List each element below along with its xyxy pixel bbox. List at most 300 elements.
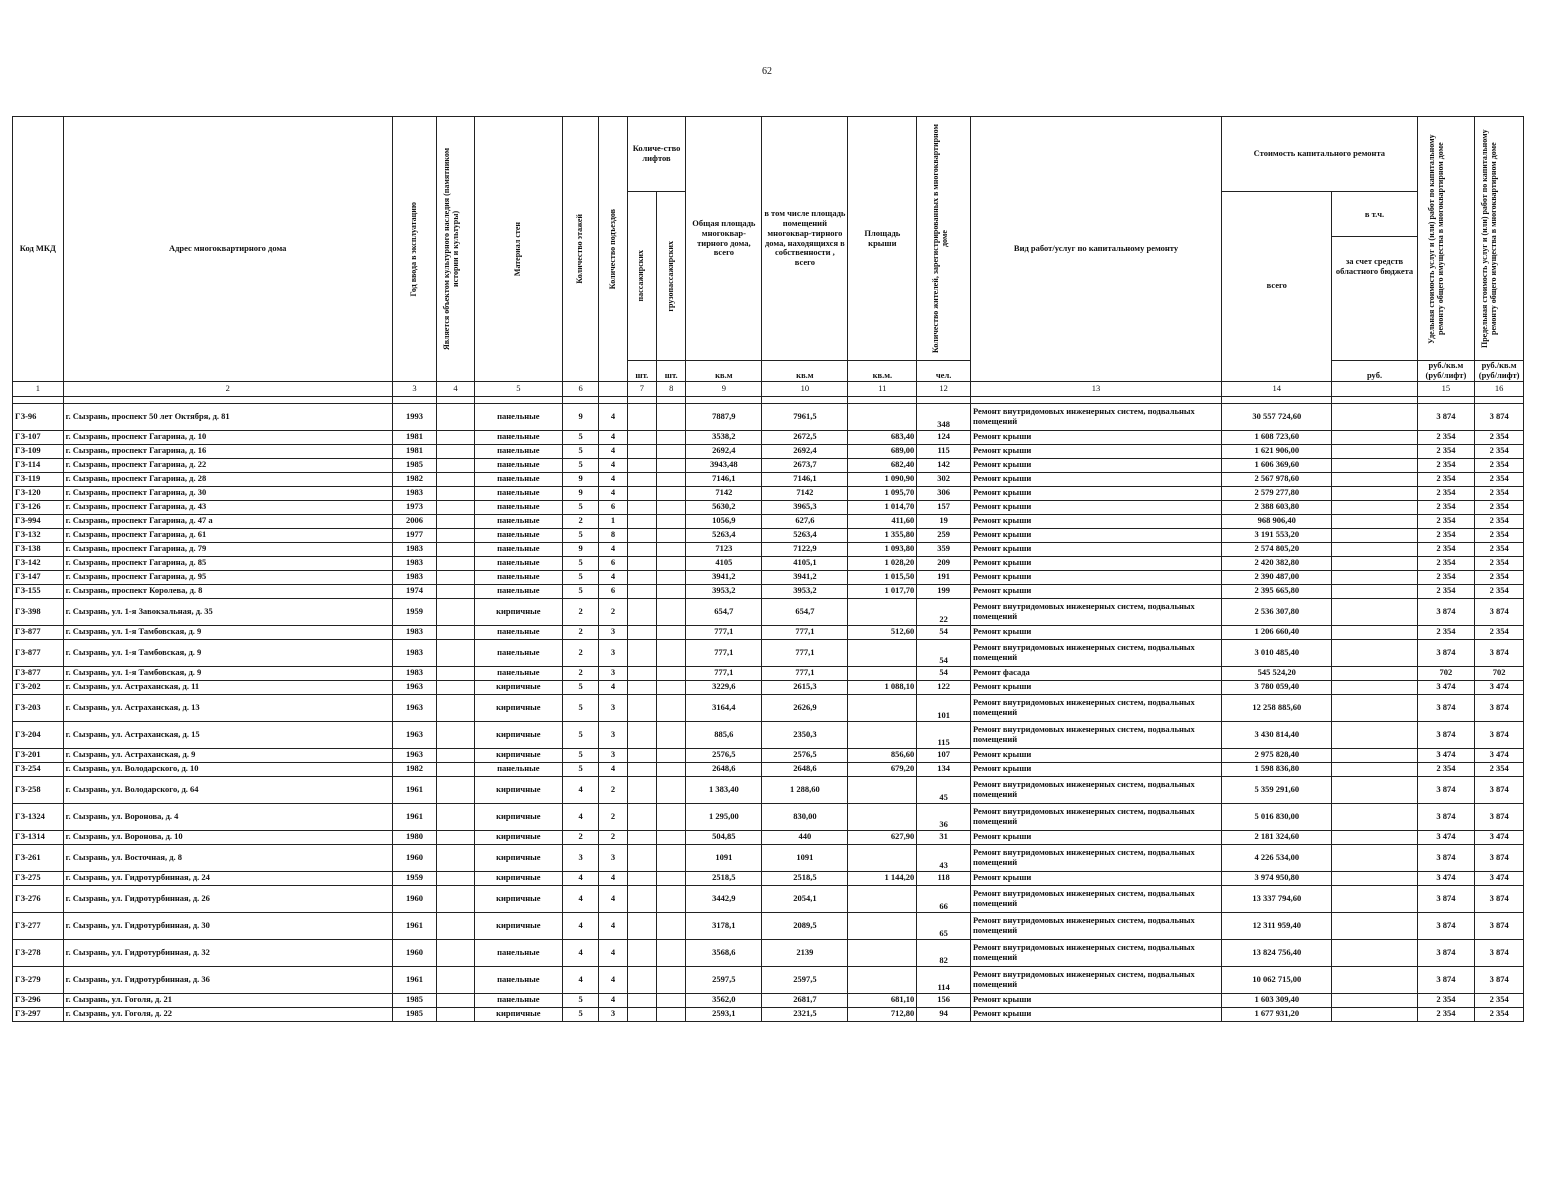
cell-year: 1960 — [392, 885, 437, 912]
cell-unit-cost: 3 874 — [1417, 721, 1475, 748]
cell-total-area: 885,6 — [686, 721, 762, 748]
cell-cost-budget — [1332, 694, 1417, 721]
cell-entrances: 4 — [599, 444, 627, 458]
cell-lifts-cargo — [657, 403, 686, 430]
cell-work: Ремонт крыши — [970, 680, 1221, 694]
cell-max-cost: 2 354 — [1475, 444, 1524, 458]
cell-roof-area — [848, 966, 917, 993]
cell-owned-area: 2673,7 — [762, 458, 848, 472]
cell-heritage — [437, 803, 474, 830]
cell-lifts-cargo — [657, 556, 686, 570]
cell-floors: 4 — [562, 776, 598, 803]
cell-lifts-cargo — [657, 885, 686, 912]
cell-max-cost: 3 874 — [1475, 803, 1524, 830]
cell-year: 1981 — [392, 444, 437, 458]
cell-address: г. Сызрань, ул. Астраханская, д. 15 — [63, 721, 392, 748]
header-incl: в т.ч. — [1332, 192, 1416, 237]
cell-cost-total: 5 016 830,00 — [1222, 803, 1332, 830]
cell-residents: 22 — [917, 598, 971, 625]
cell-lifts-cargo — [657, 472, 686, 486]
header-code: Код МКД — [13, 117, 64, 382]
cell-year: 1983 — [392, 639, 437, 666]
table-row — [13, 776, 1524, 803]
cell-owned-area: 654,7 — [762, 598, 848, 625]
cell-unit-cost: 2 354 — [1417, 444, 1475, 458]
cell-roof-area — [848, 639, 917, 666]
cell-cost-total: 2 536 307,80 — [1222, 598, 1332, 625]
cell-heritage — [437, 430, 474, 444]
cell-code: ГЗ-126 — [13, 500, 64, 514]
cell-total-area: 3538,2 — [686, 430, 762, 444]
cell-wall: кирпичные — [474, 830, 562, 844]
cell-entrances: 6 — [599, 556, 627, 570]
cell-address: г. Сызрань, ул. Володарского, д. 64 — [63, 776, 392, 803]
cell-cost-total: 13 337 794,60 — [1222, 885, 1332, 912]
cell-total-area: 7146,1 — [686, 472, 762, 486]
cell-wall: кирпичные — [474, 721, 562, 748]
cell-work: Ремонт внутридомовых инженерных систем, подвальных помещений — [970, 639, 1221, 666]
cell-entrances: 4 — [599, 871, 627, 885]
cell-cost-total: 1 206 660,40 — [1222, 625, 1332, 639]
table-row — [13, 556, 1524, 570]
cell-roof-area: 679,20 — [848, 762, 917, 776]
cell-entrances: 6 — [599, 584, 627, 598]
cell-heritage — [437, 694, 474, 721]
cell-max-cost: 2 354 — [1475, 486, 1524, 500]
cell-wall: кирпичные — [474, 694, 562, 721]
cell-floors: 5 — [562, 584, 598, 598]
cell-code: ГЗ-877 — [13, 639, 64, 666]
cell-lifts-cargo — [657, 830, 686, 844]
cell-residents: 31 — [917, 830, 971, 844]
cell-year: 1985 — [392, 458, 437, 472]
cell-heritage — [437, 444, 474, 458]
cell-heritage — [437, 500, 474, 514]
cell-lifts-cargo — [657, 514, 686, 528]
cell-wall: панельные — [474, 486, 562, 500]
column-number: 5 — [474, 381, 562, 396]
cell-max-cost: 3 874 — [1475, 966, 1524, 993]
cell-floors: 5 — [562, 500, 598, 514]
cell-max-cost: 3 874 — [1475, 598, 1524, 625]
cell-code: ГЗ-398 — [13, 598, 64, 625]
cell-work: Ремонт внутридомовых инженерных систем, подвальных помещений — [970, 694, 1221, 721]
cell-roof-area — [848, 912, 917, 939]
table-row — [13, 486, 1524, 500]
cell-total-area: 3562,0 — [686, 993, 762, 1007]
cell-cost-total: 1 677 931,20 — [1222, 1007, 1332, 1021]
repair-register-table — [12, 116, 1524, 1022]
cell-address: г. Сызрань, проспект Гагарина, д. 16 — [63, 444, 392, 458]
cell-code: ГЗ-261 — [13, 844, 64, 871]
cell-work: Ремонт внутридомовых инженерных систем, подвальных помещений — [970, 844, 1221, 871]
cell-roof-area: 627,90 — [848, 830, 917, 844]
cell-owned-area: 2350,3 — [762, 721, 848, 748]
cell-residents: 66 — [917, 885, 971, 912]
cell-address: г. Сызрань, проспект 50 лет Октября, д. 81 — [63, 403, 392, 430]
cell-entrances: 2 — [599, 803, 627, 830]
cell-cost-total: 10 062 715,00 — [1222, 966, 1332, 993]
table-row — [13, 598, 1524, 625]
cell-max-cost: 2 354 — [1475, 542, 1524, 556]
cell-max-cost: 3 874 — [1475, 403, 1524, 430]
cell-roof-area — [848, 694, 917, 721]
table-row — [13, 444, 1524, 458]
cell-code: ГЗ-279 — [13, 966, 64, 993]
cell-work: Ремонт крыши — [970, 762, 1221, 776]
cell-code: ГЗ-1324 — [13, 803, 64, 830]
spacer-row — [13, 396, 1524, 403]
cell-year: 1983 — [392, 625, 437, 639]
cell-lifts-pass — [627, 912, 656, 939]
cell-total-area: 504,85 — [686, 830, 762, 844]
header-wall: Материал стен — [474, 117, 562, 382]
cell-wall: панельные — [474, 514, 562, 528]
cell-heritage — [437, 776, 474, 803]
table-row — [13, 993, 1524, 1007]
cell-heritage — [437, 472, 474, 486]
cell-owned-area: 830,00 — [762, 803, 848, 830]
cell-heritage — [437, 570, 474, 584]
cell-code: ГЗ-142 — [13, 556, 64, 570]
cell-work: Ремонт крыши — [970, 871, 1221, 885]
cell-max-cost: 3 874 — [1475, 844, 1524, 871]
cell-roof-area: 1 028,20 — [848, 556, 917, 570]
column-number: 12 — [917, 381, 971, 396]
cell-total-area: 3941,2 — [686, 570, 762, 584]
cell-residents: 43 — [917, 844, 971, 871]
cell-lifts-pass — [627, 625, 656, 639]
cell-wall: кирпичные — [474, 776, 562, 803]
cell-code: ГЗ-296 — [13, 993, 64, 1007]
cell-work: Ремонт крыши — [970, 570, 1221, 584]
cell-address: г. Сызрань, проспект Гагарина, д. 28 — [63, 472, 392, 486]
cell-heritage — [437, 966, 474, 993]
cell-unit-cost: 2 354 — [1417, 542, 1475, 556]
cell-total-area: 3953,2 — [686, 584, 762, 598]
column-number: 13 — [970, 381, 1221, 396]
cell-year: 1959 — [392, 871, 437, 885]
cell-code: ГЗ-278 — [13, 939, 64, 966]
cell-max-cost: 702 — [1475, 666, 1524, 680]
cell-work: Ремонт крыши — [970, 1007, 1221, 1021]
cell-roof-area: 681,10 — [848, 993, 917, 1007]
cell-floors: 5 — [562, 1007, 598, 1021]
cell-floors: 4 — [562, 803, 598, 830]
cell-cost-total: 12 311 959,40 — [1222, 912, 1332, 939]
cell-work: Ремонт крыши — [970, 542, 1221, 556]
cell-work: Ремонт внутридомовых инженерных систем, подвальных помещений — [970, 885, 1221, 912]
cell-floors: 2 — [562, 639, 598, 666]
cell-code: ГЗ-877 — [13, 666, 64, 680]
cell-year: 1960 — [392, 939, 437, 966]
cell-heritage — [437, 721, 474, 748]
cell-lifts-pass — [627, 666, 656, 680]
cell-residents: 115 — [917, 444, 971, 458]
cell-cost-total: 1 606 369,60 — [1222, 458, 1332, 472]
cell-owned-area: 2648,6 — [762, 762, 848, 776]
cell-floors: 4 — [562, 939, 598, 966]
cell-entrances: 4 — [599, 680, 627, 694]
cell-max-cost: 3 474 — [1475, 680, 1524, 694]
cell-wall: кирпичные — [474, 844, 562, 871]
cell-owned-area: 4105,1 — [762, 556, 848, 570]
cell-total-area: 1091 — [686, 844, 762, 871]
cell-total-area: 3164,4 — [686, 694, 762, 721]
cell-total-area: 2593,1 — [686, 1007, 762, 1021]
cell-code: ГЗ-138 — [13, 542, 64, 556]
cell-unit-cost: 2 354 — [1417, 472, 1475, 486]
cell-cost-total: 1 603 309,40 — [1222, 993, 1332, 1007]
cell-entrances: 3 — [599, 721, 627, 748]
cell-entrances: 4 — [599, 993, 627, 1007]
cell-max-cost: 3 474 — [1475, 748, 1524, 762]
cell-entrances: 3 — [599, 748, 627, 762]
cell-wall: панельные — [474, 584, 562, 598]
column-number: 16 — [1475, 381, 1524, 396]
cell-cost-budget — [1332, 885, 1417, 912]
unit-cost-budget: руб. — [1332, 361, 1417, 382]
cell-heritage — [437, 830, 474, 844]
cell-residents: 36 — [917, 803, 971, 830]
header-cost-total: всего — [1222, 192, 1332, 382]
cell-year: 1963 — [392, 721, 437, 748]
column-number: 8 — [657, 381, 686, 396]
header-cost-group: Стоимость капитального ремонта — [1222, 117, 1417, 192]
cell-cost-total: 1 621 906,00 — [1222, 444, 1332, 458]
column-number: 10 — [762, 381, 848, 396]
header-work: Вид работ/услуг по капитальному ремонту — [970, 117, 1221, 382]
cell-residents: 82 — [917, 939, 971, 966]
table-row — [13, 542, 1524, 556]
cell-roof-area: 1 017,70 — [848, 584, 917, 598]
cell-lifts-pass — [627, 830, 656, 844]
cell-year: 1982 — [392, 472, 437, 486]
cell-address: г. Сызрань, ул. Гидротурбинная, д. 32 — [63, 939, 392, 966]
cell-roof-area: 682,40 — [848, 458, 917, 472]
cell-entrances: 4 — [599, 966, 627, 993]
cell-entrances: 4 — [599, 542, 627, 556]
column-number: 11 — [848, 381, 917, 396]
cell-heritage — [437, 403, 474, 430]
cell-cost-budget — [1332, 486, 1417, 500]
cell-cost-total: 3 430 814,40 — [1222, 721, 1332, 748]
cell-owned-area: 3965,3 — [762, 500, 848, 514]
table-row — [13, 912, 1524, 939]
cell-unit-cost: 2 354 — [1417, 570, 1475, 584]
cell-code: ГЗ-147 — [13, 570, 64, 584]
cell-cost-total: 30 557 724,60 — [1222, 403, 1332, 430]
cell-lifts-pass — [627, 639, 656, 666]
cell-cost-budget — [1332, 1007, 1417, 1021]
header-lifts-pass: пассажирских — [627, 192, 656, 361]
cell-lifts-cargo — [657, 844, 686, 871]
cell-cost-budget — [1332, 803, 1417, 830]
table-row — [13, 430, 1524, 444]
table-row — [13, 500, 1524, 514]
cell-wall: кирпичные — [474, 1007, 562, 1021]
cell-wall: панельные — [474, 570, 562, 584]
cell-floors: 5 — [562, 556, 598, 570]
cell-heritage — [437, 598, 474, 625]
cell-roof-area — [848, 721, 917, 748]
cell-residents: 124 — [917, 430, 971, 444]
cell-work: Ремонт внутридомовых инженерных систем, подвальных помещений — [970, 939, 1221, 966]
cell-lifts-pass — [627, 500, 656, 514]
column-number: 7 — [627, 381, 656, 396]
cell-cost-total: 2 574 805,20 — [1222, 542, 1332, 556]
cell-total-area: 7123 — [686, 542, 762, 556]
cell-address: г. Сызрань, ул. Гоголя, д. 21 — [63, 993, 392, 1007]
cell-code: ГЗ-258 — [13, 776, 64, 803]
cell-total-area: 2597,5 — [686, 966, 762, 993]
cell-roof-area: 1 144,20 — [848, 871, 917, 885]
cell-lifts-pass — [627, 680, 656, 694]
cell-cost-budget — [1332, 966, 1417, 993]
cell-total-area: 7887,9 — [686, 403, 762, 430]
cell-total-area: 654,7 — [686, 598, 762, 625]
column-number: 2 — [63, 381, 392, 396]
cell-lifts-pass — [627, 748, 656, 762]
column-number: 14 — [1222, 381, 1332, 396]
cell-lifts-cargo — [657, 639, 686, 666]
cell-max-cost: 2 354 — [1475, 584, 1524, 598]
cell-year: 1993 — [392, 403, 437, 430]
table-row — [13, 458, 1524, 472]
cell-lifts-pass — [627, 694, 656, 721]
cell-roof-area — [848, 776, 917, 803]
cell-roof-area — [848, 803, 917, 830]
cell-year: 1985 — [392, 1007, 437, 1021]
cell-lifts-pass — [627, 776, 656, 803]
cell-entrances: 6 — [599, 500, 627, 514]
column-number: 4 — [437, 381, 474, 396]
cell-lifts-pass — [627, 472, 656, 486]
cell-wall: кирпичные — [474, 680, 562, 694]
cell-lifts-pass — [627, 598, 656, 625]
cell-cost-budget — [1332, 776, 1417, 803]
header-floors: Количество этажей — [562, 117, 598, 382]
cell-lifts-cargo — [657, 993, 686, 1007]
cell-work: Ремонт внутридомовых инженерных систем, подвальных помещений — [970, 803, 1221, 830]
cell-entrances: 4 — [599, 939, 627, 966]
cell-unit-cost: 2 354 — [1417, 458, 1475, 472]
cell-owned-area: 627,6 — [762, 514, 848, 528]
table-row — [13, 966, 1524, 993]
table-row — [13, 721, 1524, 748]
cell-heritage — [437, 748, 474, 762]
cell-residents: 302 — [917, 472, 971, 486]
cell-floors: 5 — [562, 762, 598, 776]
cell-floors: 5 — [562, 458, 598, 472]
column-number: 9 — [686, 381, 762, 396]
cell-total-area: 3442,9 — [686, 885, 762, 912]
cell-lifts-pass — [627, 803, 656, 830]
cell-floors: 2 — [562, 625, 598, 639]
cell-cost-budget — [1332, 528, 1417, 542]
cell-cost-total: 968 906,40 — [1222, 514, 1332, 528]
cell-heritage — [437, 584, 474, 598]
cell-cost-total: 4 226 534,00 — [1222, 844, 1332, 871]
cell-lifts-cargo — [657, 666, 686, 680]
cell-address: г. Сызрань, проспект Гагарина, д. 61 — [63, 528, 392, 542]
cell-heritage — [437, 639, 474, 666]
cell-cost-total: 2 567 978,60 — [1222, 472, 1332, 486]
cell-residents: 115 — [917, 721, 971, 748]
cell-code: ГЗ-1314 — [13, 830, 64, 844]
cell-cost-budget — [1332, 500, 1417, 514]
cell-heritage — [437, 458, 474, 472]
cell-cost-total: 12 258 885,60 — [1222, 694, 1332, 721]
cell-heritage — [437, 542, 474, 556]
cell-total-area: 1 383,40 — [686, 776, 762, 803]
cell-total-area: 5263,4 — [686, 528, 762, 542]
cell-total-area: 777,1 — [686, 639, 762, 666]
cell-unit-cost: 3 474 — [1417, 680, 1475, 694]
cell-max-cost: 2 354 — [1475, 430, 1524, 444]
cell-code: ГЗ-994 — [13, 514, 64, 528]
cell-max-cost: 3 474 — [1475, 830, 1524, 844]
cell-owned-area: 2626,9 — [762, 694, 848, 721]
cell-lifts-pass — [627, 514, 656, 528]
cell-cost-total: 1 608 723,60 — [1222, 430, 1332, 444]
cell-code: ГЗ-107 — [13, 430, 64, 444]
cell-wall: панельные — [474, 528, 562, 542]
cell-floors: 5 — [562, 570, 598, 584]
cell-entrances: 3 — [599, 844, 627, 871]
cell-wall: панельные — [474, 666, 562, 680]
cell-cost-total: 2 388 603,80 — [1222, 500, 1332, 514]
cell-address: г. Сызрань, проспект Гагарина, д. 85 — [63, 556, 392, 570]
cell-address: г. Сызрань, ул. Гоголя, д. 22 — [63, 1007, 392, 1021]
cell-lifts-cargo — [657, 939, 686, 966]
column-number: 3 — [392, 381, 437, 396]
cell-owned-area: 1 288,60 — [762, 776, 848, 803]
cell-heritage — [437, 885, 474, 912]
cell-work: Ремонт крыши — [970, 514, 1221, 528]
cell-lifts-pass — [627, 570, 656, 584]
cell-year: 1961 — [392, 803, 437, 830]
cell-max-cost: 2 354 — [1475, 500, 1524, 514]
cell-residents: 107 — [917, 748, 971, 762]
table-row — [13, 1007, 1524, 1021]
cell-max-cost: 3 874 — [1475, 885, 1524, 912]
cell-wall: панельные — [474, 762, 562, 776]
cell-wall: панельные — [474, 939, 562, 966]
cell-cost-total: 3 780 059,40 — [1222, 680, 1332, 694]
cell-roof-area — [848, 844, 917, 871]
cell-code: ГЗ-877 — [13, 625, 64, 639]
cell-floors: 5 — [562, 444, 598, 458]
cell-address: г. Сызрань, ул. Астраханская, д. 11 — [63, 680, 392, 694]
cell-lifts-pass — [627, 584, 656, 598]
cell-roof-area: 1 355,80 — [848, 528, 917, 542]
cell-cost-total: 2 975 828,40 — [1222, 748, 1332, 762]
cell-total-area: 1 295,00 — [686, 803, 762, 830]
cell-lifts-pass — [627, 844, 656, 871]
cell-address: г. Сызрань, проспект Гагарина, д. 95 — [63, 570, 392, 584]
cell-cost-budget — [1332, 830, 1417, 844]
cell-floors: 5 — [562, 993, 598, 1007]
cell-cost-budget — [1332, 444, 1417, 458]
cell-cost-budget — [1332, 472, 1417, 486]
table-row — [13, 885, 1524, 912]
cell-unit-cost: 3 874 — [1417, 598, 1475, 625]
cell-owned-area: 777,1 — [762, 666, 848, 680]
cell-wall: панельные — [474, 458, 562, 472]
cell-code: ГЗ-114 — [13, 458, 64, 472]
table-row — [13, 666, 1524, 680]
